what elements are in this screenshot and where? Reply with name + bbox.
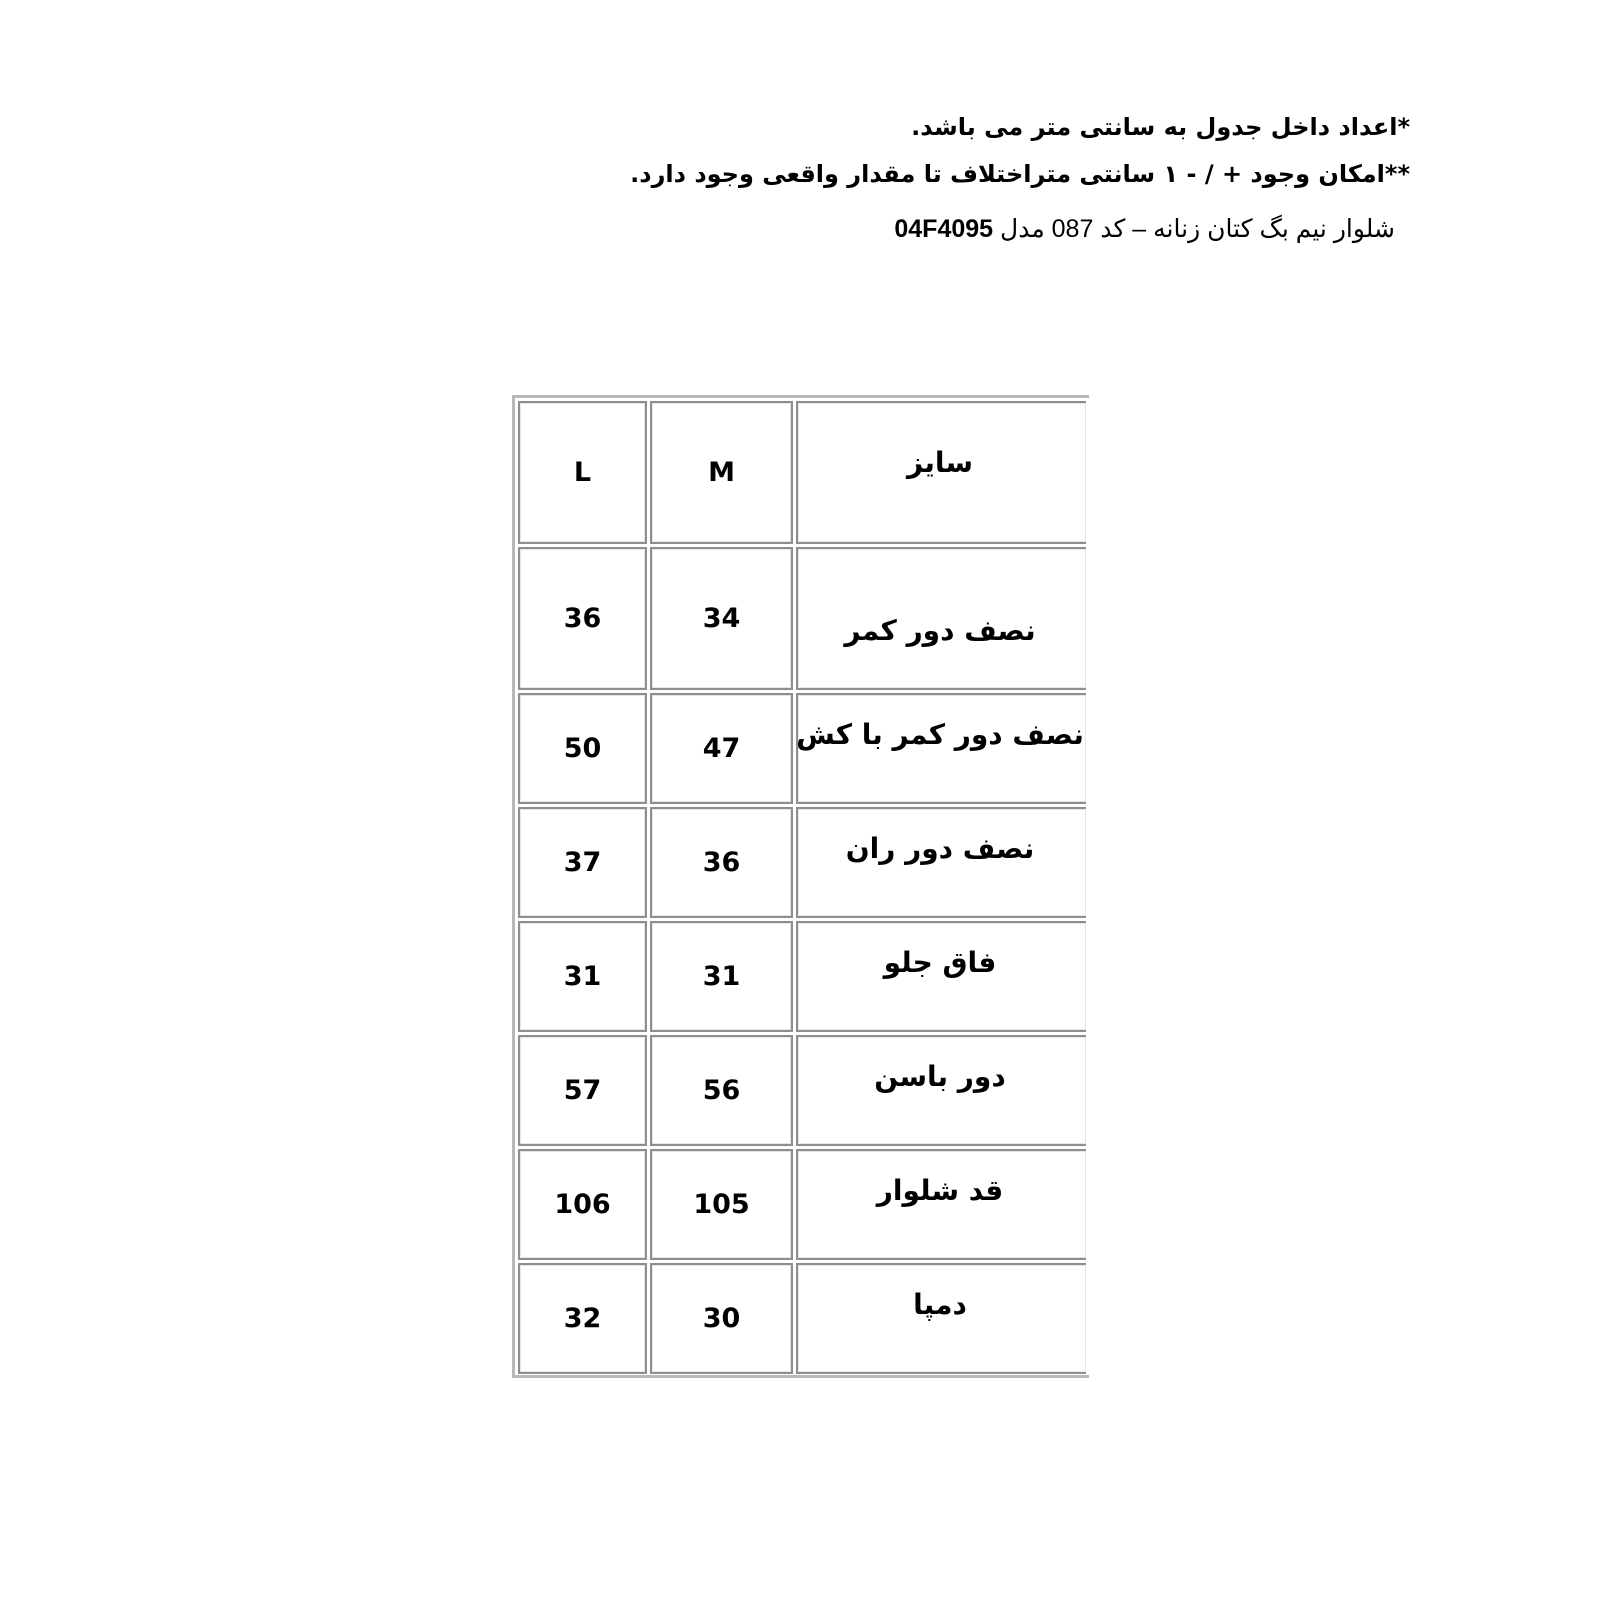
row-label	[796, 921, 1086, 1032]
cell-l: 36	[518, 547, 647, 690]
table-row	[518, 921, 1086, 1032]
row-label-text: قد شلوار	[876, 1174, 1004, 1207]
row-label-text: نصف دور کمر	[844, 614, 1036, 647]
table-row	[518, 1035, 1086, 1146]
cell-m: 47	[650, 693, 793, 804]
cell-m: 56	[650, 1035, 793, 1146]
cell-l: 37	[518, 807, 647, 918]
header-size-label	[796, 401, 1086, 544]
row-label	[796, 807, 1086, 918]
cell-m: 34	[650, 547, 793, 690]
header-size-m: M	[650, 401, 793, 544]
header-size-l: L	[518, 401, 647, 544]
header-size-label-text: سایز	[907, 446, 973, 479]
product-title	[894, 214, 1395, 244]
table-row	[518, 807, 1086, 918]
row-label-text: دور باسن	[874, 1060, 1006, 1093]
cell-l: 31	[518, 921, 647, 1032]
cell-m: 30	[650, 1263, 793, 1374]
product-model-code: 04F4095	[894, 215, 994, 243]
size-table	[515, 398, 1089, 1377]
row-label-text: فاق جلو	[883, 946, 997, 979]
cell-l: 32	[518, 1263, 647, 1374]
table-row	[518, 1263, 1086, 1374]
row-label-text: نصف دور کمر با کش	[796, 718, 1084, 751]
cell-m: 36	[650, 807, 793, 918]
table-row	[518, 1149, 1086, 1260]
table-row	[518, 547, 1086, 690]
row-label-text: دمپا	[913, 1288, 967, 1321]
row-label	[796, 1149, 1086, 1260]
table-row	[518, 693, 1086, 804]
cell-l: 106	[518, 1149, 647, 1260]
cell-l: 57	[518, 1035, 647, 1146]
product-description: شلوار نیم بگ کتان زنانه – کد 087 مدل	[1000, 215, 1395, 243]
row-label-text: نصف دور ران	[845, 832, 1035, 865]
cell-m: 31	[650, 921, 793, 1032]
row-label	[796, 1035, 1086, 1146]
cell-m: 105	[650, 1149, 793, 1260]
note-units: *اعداد داخل جدول به سانتی متر می باشد.	[911, 113, 1410, 141]
note-tolerance: **امکان وجود + / - ۱ سانتی متراختلاف تا مقدار واقعی وجود دارد.	[630, 159, 1410, 188]
cell-l: 50	[518, 693, 647, 804]
row-label	[796, 1263, 1086, 1374]
size-chart	[512, 395, 1089, 1378]
row-label	[796, 693, 1086, 804]
table-header-row	[518, 401, 1086, 544]
notes-block	[510, 110, 1410, 204]
row-label	[796, 547, 1086, 690]
